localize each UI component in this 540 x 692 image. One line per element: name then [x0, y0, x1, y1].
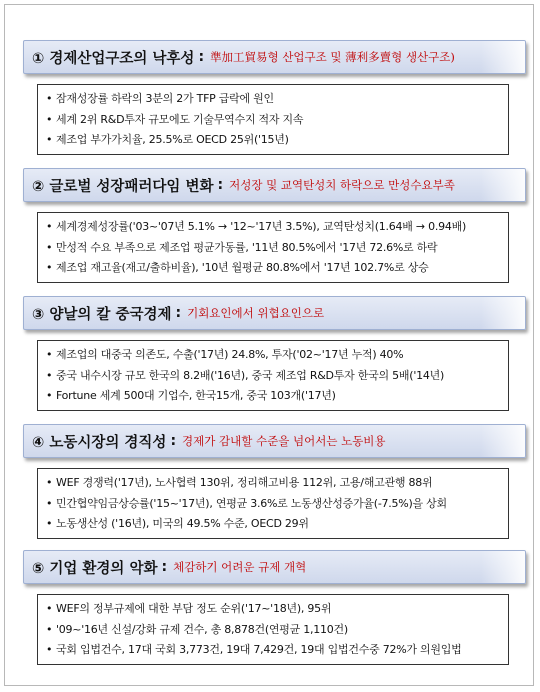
bullet-icon: •	[46, 348, 53, 361]
bullet-icon: •	[46, 368, 53, 382]
list-item	[46, 640, 502, 661]
list-item-text: 세계경제성장률('03~'07년 5.1% → '12~'17년 3.5%), 교역탄성치(1.64배 → 0.94배)	[56, 220, 466, 233]
list-item-text: '09~'16년 신설/강화 규제 건수, 총 8,878건(연평균 1,110건)	[56, 622, 348, 636]
list-item-text: Fortune 세계 500대 기업수, 한국15개, 중국 103개('17년)	[56, 389, 336, 402]
list-item	[46, 386, 502, 407]
list-item-text: 제조업의 대중국 의존도, 수출('17년) 24.8%, 투자('02~'17년 누적) 40%	[56, 348, 404, 361]
section-2-title: ② 글로벌 성장패러다임 변화	[32, 178, 214, 195]
list-item-text: WEF 경쟁력('17년), 노사협력 130위, 정리해고비용 112위, 고용/해고관행 88위	[56, 476, 433, 489]
bullet-icon: •	[46, 240, 53, 254]
section-5-title: ⑤ 기업 환경의 악화	[32, 560, 158, 577]
section-4-header	[23, 424, 526, 458]
bullet-icon: •	[46, 261, 53, 274]
list-item	[46, 620, 502, 641]
list-item-text: 제조업 재고율(재고/출하비율), '10년 월평균 80.8%에서 '17년 102.7%로 상승	[56, 261, 429, 274]
list-item	[46, 473, 502, 494]
list-item	[46, 494, 502, 515]
header-colon: :	[217, 177, 224, 193]
bullet-icon: •	[46, 92, 53, 105]
section-2-subtitle: 저성장 및 교역탄성치 하락으로 만성수요부족	[229, 178, 455, 192]
list-item-text: 잠재성장률 하락의 3분의 2가 TFP 급락에 원인	[56, 92, 274, 105]
bullet-icon: •	[46, 476, 53, 489]
section-3	[23, 296, 526, 411]
section-4	[23, 424, 526, 539]
bullet-icon: •	[46, 622, 53, 636]
list-item	[46, 130, 502, 151]
list-item	[46, 89, 502, 110]
list-item-text: 국회 입법건수, 17대 국회 3,773건, 19대 7,429건, 19대 입법건수중 72%가 의원입법	[56, 643, 462, 656]
bullet-icon: •	[46, 133, 53, 146]
list-item-text: WEF의 정부규제에 대한 부담 정도 순위('17~'18년), 95위	[56, 602, 332, 615]
section-3-title: ③ 양날의 칼 중국경제	[32, 306, 172, 323]
header-colon: :	[161, 559, 168, 575]
list-item-text: 중국 내수시장 규모 한국의 8.2배('16년), 중국 제조업 R&D투자 한국의 5배('14년)	[56, 368, 445, 382]
section-2	[23, 168, 526, 283]
section-2-header	[23, 168, 526, 202]
bullet-icon: •	[46, 517, 53, 530]
list-item-text: 만성적 수요 부족으로 제조업 평균가동률, '11년 80.5%에서 '17년 72.6%로 하락	[56, 240, 438, 254]
section-5-box	[37, 594, 509, 665]
bullet-icon: •	[46, 602, 53, 615]
section-5-subtitle: 체감하기 어려운 규제 개혁	[173, 560, 307, 574]
list-item	[46, 217, 502, 238]
section-3-header	[23, 296, 526, 330]
list-item	[46, 258, 502, 279]
section-2-box	[37, 212, 509, 283]
section-4-title: ④ 노동시장의 경직성	[32, 434, 167, 451]
section-4-subtitle: 경제가 감내할 수준을 넘어서는 노동비용	[182, 434, 386, 448]
bullet-icon: •	[46, 496, 53, 510]
list-item-text: 제조업 부가가치율, 25.5%로 OECD 25위('15년)	[56, 133, 289, 146]
list-item	[46, 345, 502, 366]
header-colon: :	[170, 433, 177, 449]
section-4-box	[37, 468, 509, 539]
list-item-text: 노동생산성 ('16년), 미국의 49.5% 수준, OECD 29위	[56, 517, 309, 530]
section-1	[23, 40, 526, 155]
bullet-icon: •	[46, 643, 53, 656]
section-3-box	[37, 340, 509, 411]
list-item	[46, 599, 502, 620]
list-item-text: 세계 2위 R&D투자 규모에도 기술무역수지 적자 지속	[56, 112, 304, 126]
section-3-subtitle: 기회요인에서 위협요인으로	[187, 306, 325, 320]
section-5	[23, 550, 526, 665]
header-colon: :	[175, 305, 182, 321]
list-item-text: 민간협약임금상승률('15~'17년), 연평균 3.6%로 노동생산성증가율(-7.5%)을 상회	[56, 496, 447, 510]
section-1-title: ① 경제산업구조의 낙후성	[32, 50, 195, 67]
list-item	[46, 238, 502, 259]
bullet-icon: •	[46, 112, 53, 126]
list-item	[46, 514, 502, 535]
list-item	[46, 110, 502, 131]
section-1-box	[37, 84, 509, 155]
bullet-icon: •	[46, 389, 53, 402]
header-colon: :	[198, 49, 205, 65]
list-item	[46, 366, 502, 387]
section-1-header	[23, 40, 526, 74]
document-frame	[4, 4, 534, 686]
bullet-icon: •	[46, 220, 53, 233]
section-5-header	[23, 550, 526, 584]
section-1-subtitle: 準加工貿易형 산업구조 및 薄利多賣형 생산구조)	[210, 50, 455, 64]
